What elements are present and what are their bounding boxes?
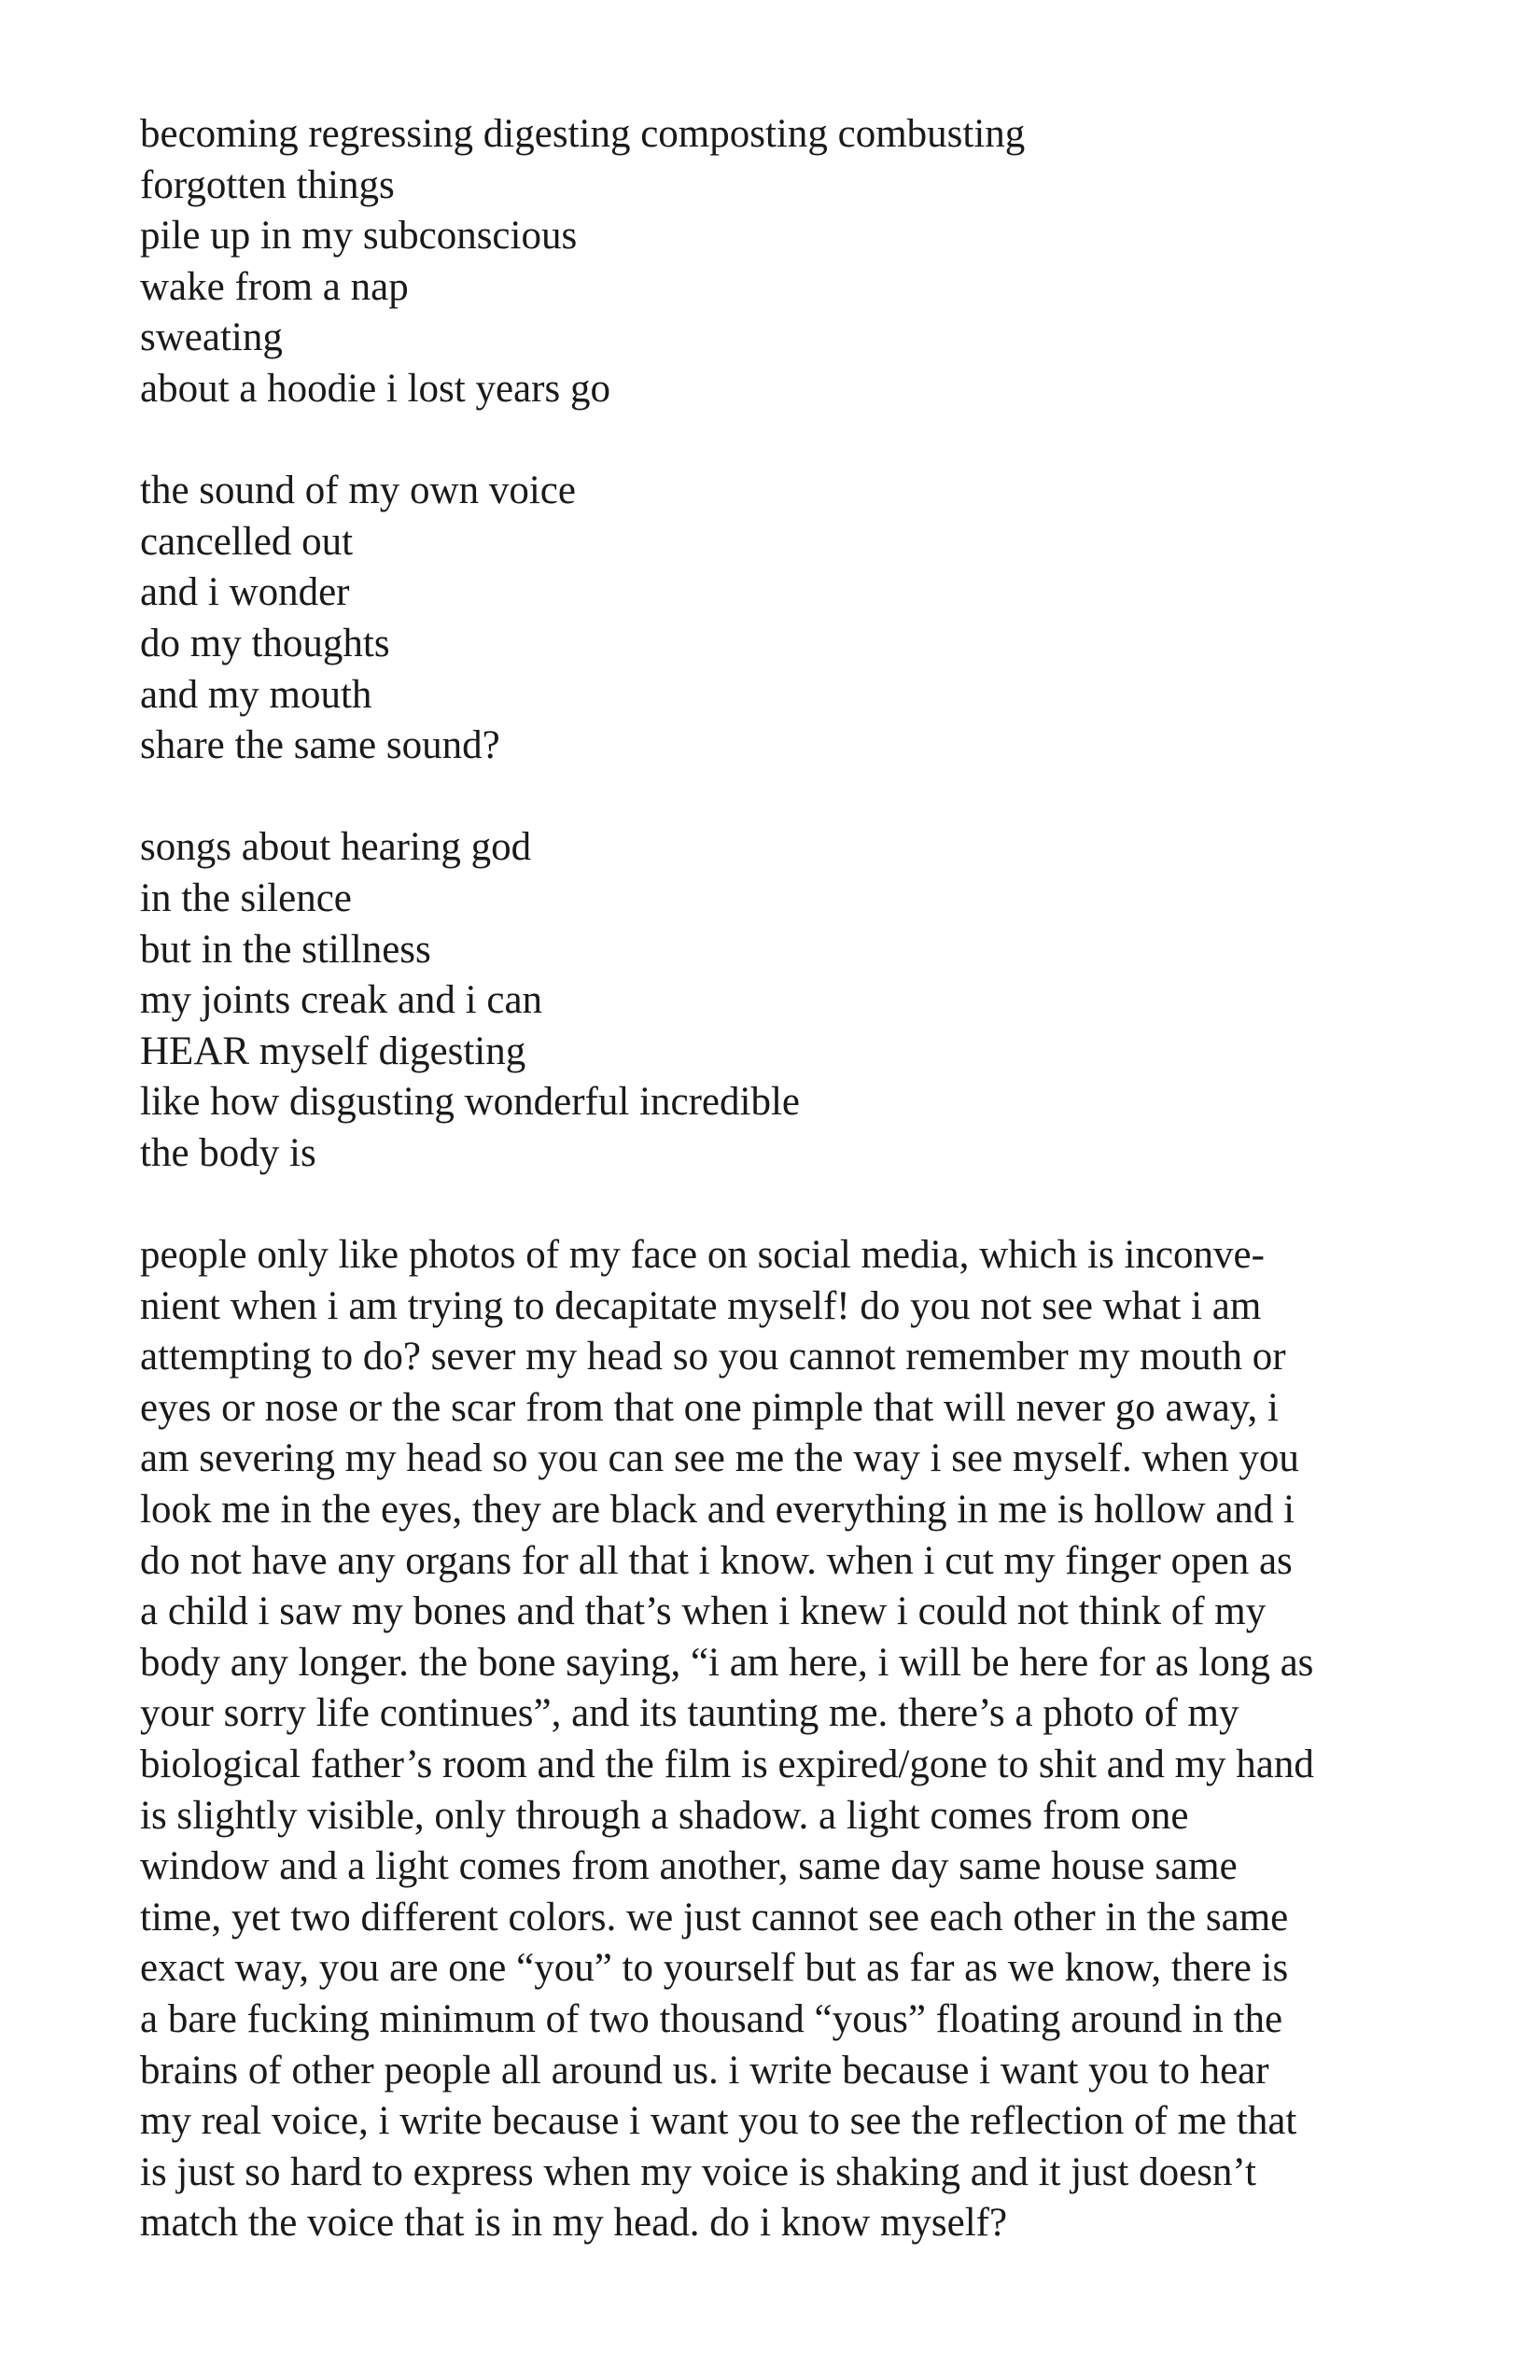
prose-line: exact way, you are one “you” to yourself but as far as we know, there is [140, 1946, 1289, 1991]
poem-line: share the same sound? [140, 723, 500, 768]
prose-line: attempting to do? sever my head so you cannot remember my mouth or [140, 1335, 1286, 1379]
poem-line: wake from a nap [140, 264, 409, 309]
poem-line: but in the stillness [140, 927, 431, 972]
prose-line: body any longer. the bone saying, “i am here, i will be here for as long as [140, 1640, 1314, 1685]
prose-line: is slightly visible, only through a shadow. a light comes from one [140, 1793, 1189, 1838]
poem-line: sweating [140, 315, 283, 360]
stanza-2 [140, 466, 1391, 772]
poem-page [140, 109, 1391, 2301]
poem-line: and my mouth [140, 672, 372, 717]
prose-line: match the voice that is in my head. do i know myself? [140, 2201, 1008, 2246]
prose-line: do not have any organs for all that i know. when i cut my finger open as [140, 1538, 1293, 1583]
prose-line: brains of other people all around us. i write because i want you to hear [140, 2048, 1269, 2093]
prose-line: your sorry life continues”, and its taunting me. there’s a photo of my [140, 1691, 1239, 1736]
prose-line: people only like photos of my face on social media, which is inconve- [140, 1233, 1265, 1278]
prose-line: my real voice, i write because i want you to see the reflection of me that [140, 2099, 1297, 2144]
poem-line: and i wonder [140, 570, 350, 615]
stanza-3 [140, 822, 1391, 1179]
prose-line: a bare fucking minimum of two thousand “yous” floating around in the [140, 1996, 1283, 2041]
poem-line: cancelled out [140, 519, 354, 564]
prose-line: look me in the eyes, they are black and everything in me is hollow and i [140, 1488, 1295, 1533]
prose-line: time, yet two different colors. we just cannot see each other in the same [140, 1895, 1289, 1939]
stanza-1 [140, 109, 1391, 415]
poem-line: my joints creak and i can [140, 978, 543, 1023]
poem-line: about a hoodie i lost years go [140, 366, 610, 411]
prose-line: eyes or nose or the scar from that one pimple that will never go away, i [140, 1385, 1279, 1430]
poem-line: forgotten things [140, 162, 395, 207]
prose-line: am severing my head so you can see me the way i see myself. when you [140, 1436, 1299, 1481]
prose-line: biological father’s room and the film is expired/gone to shit and my hand [140, 1743, 1314, 1786]
poem-line: like how disgusting wonderful incredible [140, 1080, 800, 1125]
poem-line: HEAR myself digesting [140, 1029, 526, 1073]
poem-line: pile up in my subconscious [140, 214, 578, 259]
prose-line: a child i saw my bones and that’s when i knew i could not think of my [140, 1589, 1267, 1634]
poem-line: the sound of my own voice [140, 469, 576, 513]
poem-line: do my thoughts [140, 621, 390, 665]
poem-line: in the silence [140, 875, 352, 920]
poem-line: songs about hearing god [140, 825, 532, 870]
poem-line: the body is [140, 1130, 316, 1175]
prose-paragraph [140, 1230, 1391, 2249]
poem-line: becoming regressing digesting composting combusting [140, 112, 1026, 156]
prose-line: nient when i am trying to decapitate myself! do you not see what i am [140, 1283, 1262, 1328]
prose-line: window and a light comes from another, same day same house same [140, 1844, 1238, 1889]
prose-line: is just so hard to express when my voice is shaking and it just doesn’t [140, 2149, 1256, 2194]
